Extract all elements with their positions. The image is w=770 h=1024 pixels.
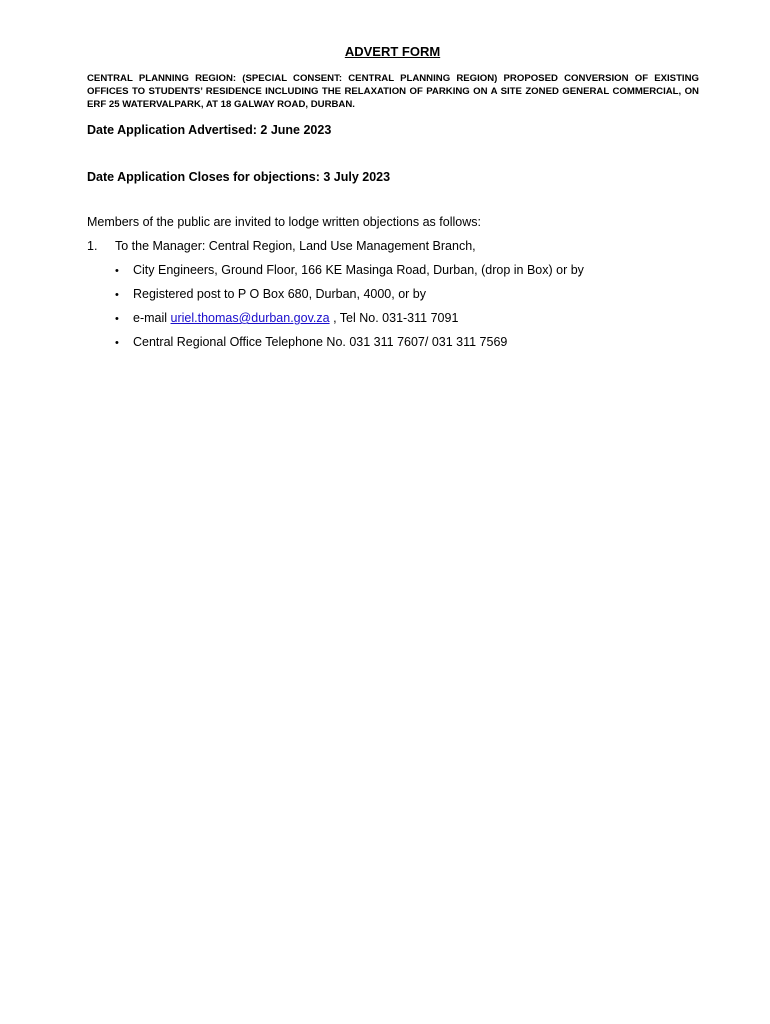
engineers-text: City Engineers, Ground Floor, 166 KE Masinga Road, Durban, (drop in Box) or by: [133, 263, 584, 277]
numbered-item-manager: [87, 239, 476, 253]
item-number: 1.: [87, 239, 98, 253]
list-item-post: [115, 287, 584, 311]
bullet-icon: •: [115, 337, 119, 349]
date-closes: Date Application Closes for objections: 3 July 2023: [87, 170, 391, 184]
email-prefix: e-mail: [133, 311, 171, 325]
email-link[interactable]: uriel.thomas@durban.gov.za: [170, 311, 330, 325]
bullet-icon: •: [115, 265, 119, 277]
application-notice: CENTRAL PLANNING REGION: (SPECIAL CONSENT: CENTRAL PLANNING REGION) PROPOSED CONVERSION OF EXISTING OFFICES TO STUDENTS’ RESIDENCE INCLUDING THE RELAXATION OF PARKING ON A SITE ZONED GENERAL COMMERCIAL, ON ERF 25 WATERVALPARK, AT 18 GALWAY ROAD, DURBAN.: [87, 73, 699, 110]
bullet-icon: •: [115, 313, 119, 325]
document-title: ADVERT FORM: [344, 44, 441, 59]
list-item-office-phone: [115, 335, 584, 359]
bullet-icon: •: [115, 289, 119, 301]
list-item-engineers: [115, 263, 584, 287]
objection-methods-list: [115, 263, 584, 359]
date-advertised: Date Application Advertised: 2 June 2023: [87, 123, 332, 137]
office-phone-text: Central Regional Office Telephone No. 031 311 7607/ 031 311 7569: [133, 335, 508, 349]
post-text: Registered post to P O Box 680, Durban, 4000, or by: [133, 287, 426, 301]
email-suffix: , Tel No. 031-311 7091: [329, 311, 459, 325]
objections-intro: Members of the public are invited to lodge written objections as follows:: [87, 215, 481, 229]
item-text: To the Manager: Central Region, Land Use Management Branch,: [115, 239, 476, 253]
list-item-email: [115, 311, 584, 335]
